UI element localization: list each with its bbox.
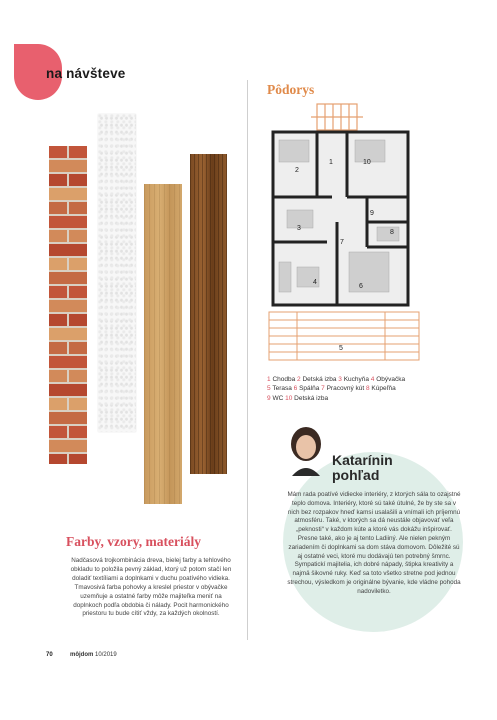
magazine-name: môjdom (70, 652, 94, 658)
author-portrait-image (284, 424, 328, 476)
white-plaster-swatch-image (98, 114, 136, 432)
legend-number: 9 (267, 394, 271, 402)
column-divider (247, 80, 248, 640)
legend-number: 5 (267, 385, 271, 393)
magazine-footer (70, 652, 117, 658)
svg-text:7: 7 (340, 239, 344, 246)
svg-text:2: 2 (295, 167, 299, 174)
quote-heading-line: Katarínin (332, 452, 393, 468)
svg-text:6: 6 (359, 283, 363, 290)
floor-plan-heading: Pôdorys (267, 82, 315, 97)
legend-label: Kúpeľňa (371, 385, 396, 393)
legend-label: Detská izba (302, 376, 337, 383)
section-title: na návšteve (46, 66, 126, 81)
brick-swatch-image (49, 146, 87, 464)
floor-plan-image (267, 102, 432, 364)
materials-heading: Farby, vzory, materiály (66, 534, 201, 549)
magazine-issue: 10/2019 (95, 652, 117, 658)
svg-text:9: 9 (370, 210, 374, 217)
legend-label: Obývačka (376, 376, 406, 383)
svg-text:4: 4 (313, 279, 317, 286)
quote-heading (332, 453, 422, 483)
svg-text:1: 1 (329, 159, 333, 166)
legend-label: Chodba (272, 376, 296, 383)
light-wood-swatch-image (144, 184, 182, 504)
floor-plan-legend (267, 375, 442, 403)
quote-heading-line: pohľad (332, 467, 380, 483)
svg-text:3: 3 (297, 225, 301, 232)
legend-number: 2 (297, 376, 301, 383)
page-number: 70 (46, 652, 53, 658)
legend-label: Spálňa (299, 385, 320, 393)
legend-label: Pracovný kút (326, 385, 365, 393)
legend-number: 1 (267, 376, 271, 383)
quote-paragraph: Mám rada poatívé vidiecke interiéry, z ktorých sála to ozajstné teplo domova. Interiéry, ktoré sú také útulné, že by ste sa v nich bez rozpakov hneď kamsi usalašili a vnímali ich príjemnú atmosféru. Také, v ktorých sa dá neustále objavovať veľa „peknosti“ v každom kúte a ktoré vás dokážu inšpirovať. Presne také, ako je aj tento Ladiiný. Ale nielen pekným zariadením či doplnkami sa dom stáva domovom. Dôležité sú aj ostatné veci, ktoré mu dodávajú ten potrebný šmrnc. Sympatickí majitelia, ich dobré nápady, štipka kreativity a najmä šikovné ruky. Keď sa toto všetko stretne pod jednou strechou, výsledkom je originálne bývanie, kde vládne pohoda nadoviletko. (287, 491, 461, 595)
legend-number: 3 (338, 376, 342, 383)
legend-number: 6 (293, 385, 298, 393)
legend-label: Detská izba (294, 394, 329, 402)
legend-label: Terasa (272, 385, 292, 393)
svg-text:8: 8 (390, 229, 394, 236)
legend-number: 10 (285, 394, 293, 402)
svg-text:10: 10 (363, 159, 371, 166)
dark-wood-swatch-image (190, 154, 227, 474)
legend-label: WC (272, 394, 284, 402)
materials-paragraph: Nadčasová trojkombinácia dreva, bielej farby a tehlového obkladu to položila pevný základ, ktorý už potom stačí len doladiť textíliami a doplnkami v duchu poatívého vidieka. Tmavosivá farba pohovky a kreslel priestor v obývačke uzemňuje a ostatné farby môže majiteľka meniť na doplnkoch podľa obdobia či nálady. Pocit harmonického priestoru tu bude cítiť vždy, za každých okolností. (70, 557, 232, 618)
legend-label: Kuchyňa (343, 376, 369, 383)
legend-number: 7 (321, 385, 325, 393)
svg-text:5: 5 (339, 345, 343, 352)
legend-number: 4 (370, 376, 375, 383)
legend-number: 8 (365, 385, 370, 393)
